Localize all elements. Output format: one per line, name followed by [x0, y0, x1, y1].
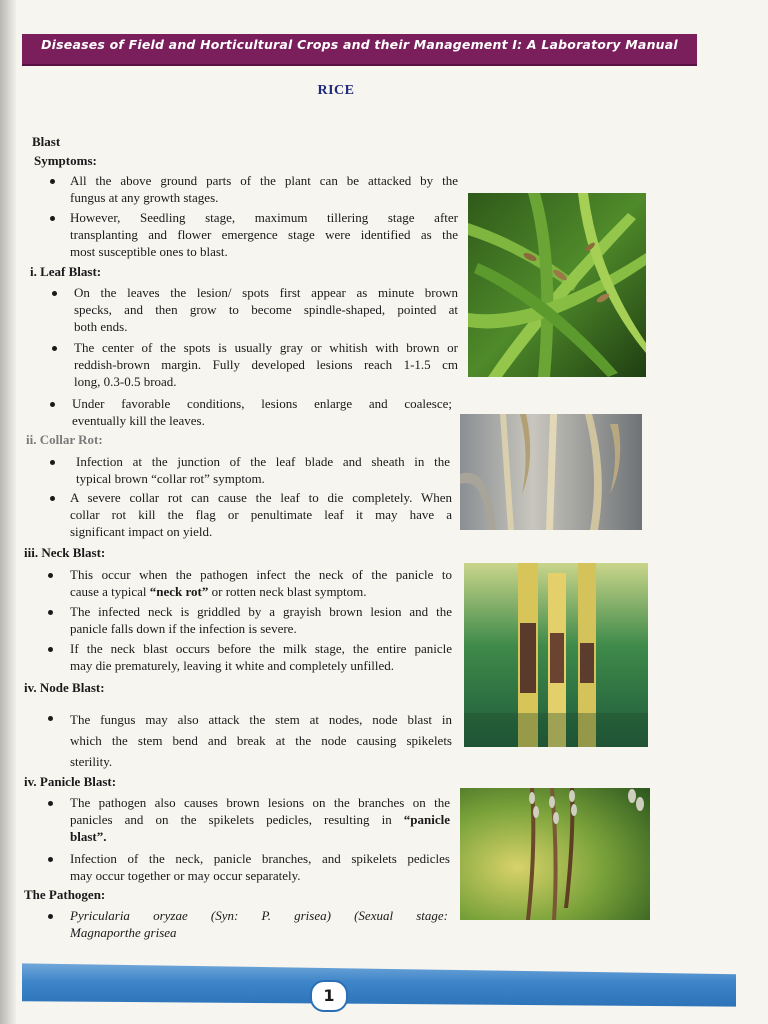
collar-rot-photo [460, 414, 642, 530]
section-heading-panicle-blast: iv. Panicle Blast: [24, 774, 117, 789]
bullet [48, 914, 53, 919]
section-heading-leaf-blast: i. Leaf Blast: [30, 264, 102, 279]
footer-bar [22, 958, 736, 1012]
neck-blast-photo [464, 563, 648, 747]
bullet [50, 216, 55, 221]
leaf-blast-item-1: On the leaves the lesion/ spots first appear as minute brown specks, and then grow to become spindle-shaped, pointed at both ends. [74, 285, 458, 334]
bullet [48, 857, 53, 862]
bullet [52, 291, 57, 296]
neck-blast-item-1: This occur when the pathogen infect the neck of the panicle to cause a typical “neck rot” or rotten neck blast symptom. [70, 567, 452, 599]
bullet [48, 801, 53, 806]
section-heading-node-blast: iv. Node Blast: [24, 680, 105, 695]
bullet [48, 573, 53, 578]
panicle-blast-item-2: Infection of the neck, panicle branches, and spikelets pedicles may occur together or may occur separately. [70, 851, 450, 883]
bullet [50, 496, 55, 501]
running-header [22, 34, 697, 66]
bullet [52, 346, 57, 351]
pathogen-item: Pyricularia oryzae (Syn: P. grisea) (Sexual stage: Magnaporthe grisea [70, 908, 448, 940]
neck-blast-item-2: The infected neck is griddled by a grayish brown lesion and the panicle falls down if the infection is severe. [70, 604, 452, 636]
collar-rot-item-2: A severe collar rot can cause the leaf to die completely. When collar rot kill the flag or penultimate leaf it may have a significant impact on yield. [70, 490, 452, 539]
section-heading-collar-rot: ii. Collar Rot: [26, 432, 103, 447]
node-blast-item: The fungus may also attack the stem at nodes, node blast in which the stem bend and break at the node causing spikelets sterility. [70, 712, 452, 769]
leaf-blast-item-2: The center of the spots is usually gray or whitish with brown or reddish-brown margin. Fully developed lesions reach 1-1.5 cm long, 0.3-0.5 broad. [74, 340, 458, 389]
section-heading-pathogen: The Pathogen: [24, 887, 106, 902]
bullet [50, 179, 55, 184]
symptoms-heading: Symptoms: [34, 153, 97, 168]
panicle-blast-item-1: The pathogen also causes brown lesions on the branches on the panicles and on the spikelets pedicles, resulting in “panicle blast”. [70, 795, 450, 844]
book-spine-shadow [0, 0, 16, 1024]
section-heading-neck-blast: iii. Neck Blast: [24, 545, 106, 560]
bullet [48, 716, 53, 721]
symptom-item-1: All the above ground parts of the plant can be attacked by the fungus at any growth stages. [70, 173, 458, 205]
page-title: RICE [317, 83, 355, 98]
leaf-blast-item-3: Under favorable conditions, lesions enlarge and coalesce; eventually kill the leaves. [72, 396, 452, 428]
bullet [50, 460, 55, 465]
page-number: 1 [310, 980, 348, 1012]
running-header-title: Diseases of Field and Horticultural Crops and their Management I: A Laboratory Manual [41, 37, 678, 52]
bullet [50, 402, 55, 407]
leaf-blast-photo [468, 193, 646, 377]
bullet [48, 610, 53, 615]
symptom-item-2: However, Seedling stage, maximum tillering stage after transplanting and flower emergence stage were identified as the most susceptible ones to blast. [70, 210, 458, 259]
section-heading-blast: Blast [32, 134, 61, 149]
collar-rot-item-1: Infection at the junction of the leaf blade and sheath in the typical brown “collar rot” symptom. [76, 454, 450, 486]
neck-blast-item-3: If the neck blast occurs before the milk stage, the entire panicle may die prematurely, leaving it white and completely unfilled. [70, 641, 452, 673]
panicle-blast-photo [460, 788, 650, 920]
bullet [48, 647, 53, 652]
